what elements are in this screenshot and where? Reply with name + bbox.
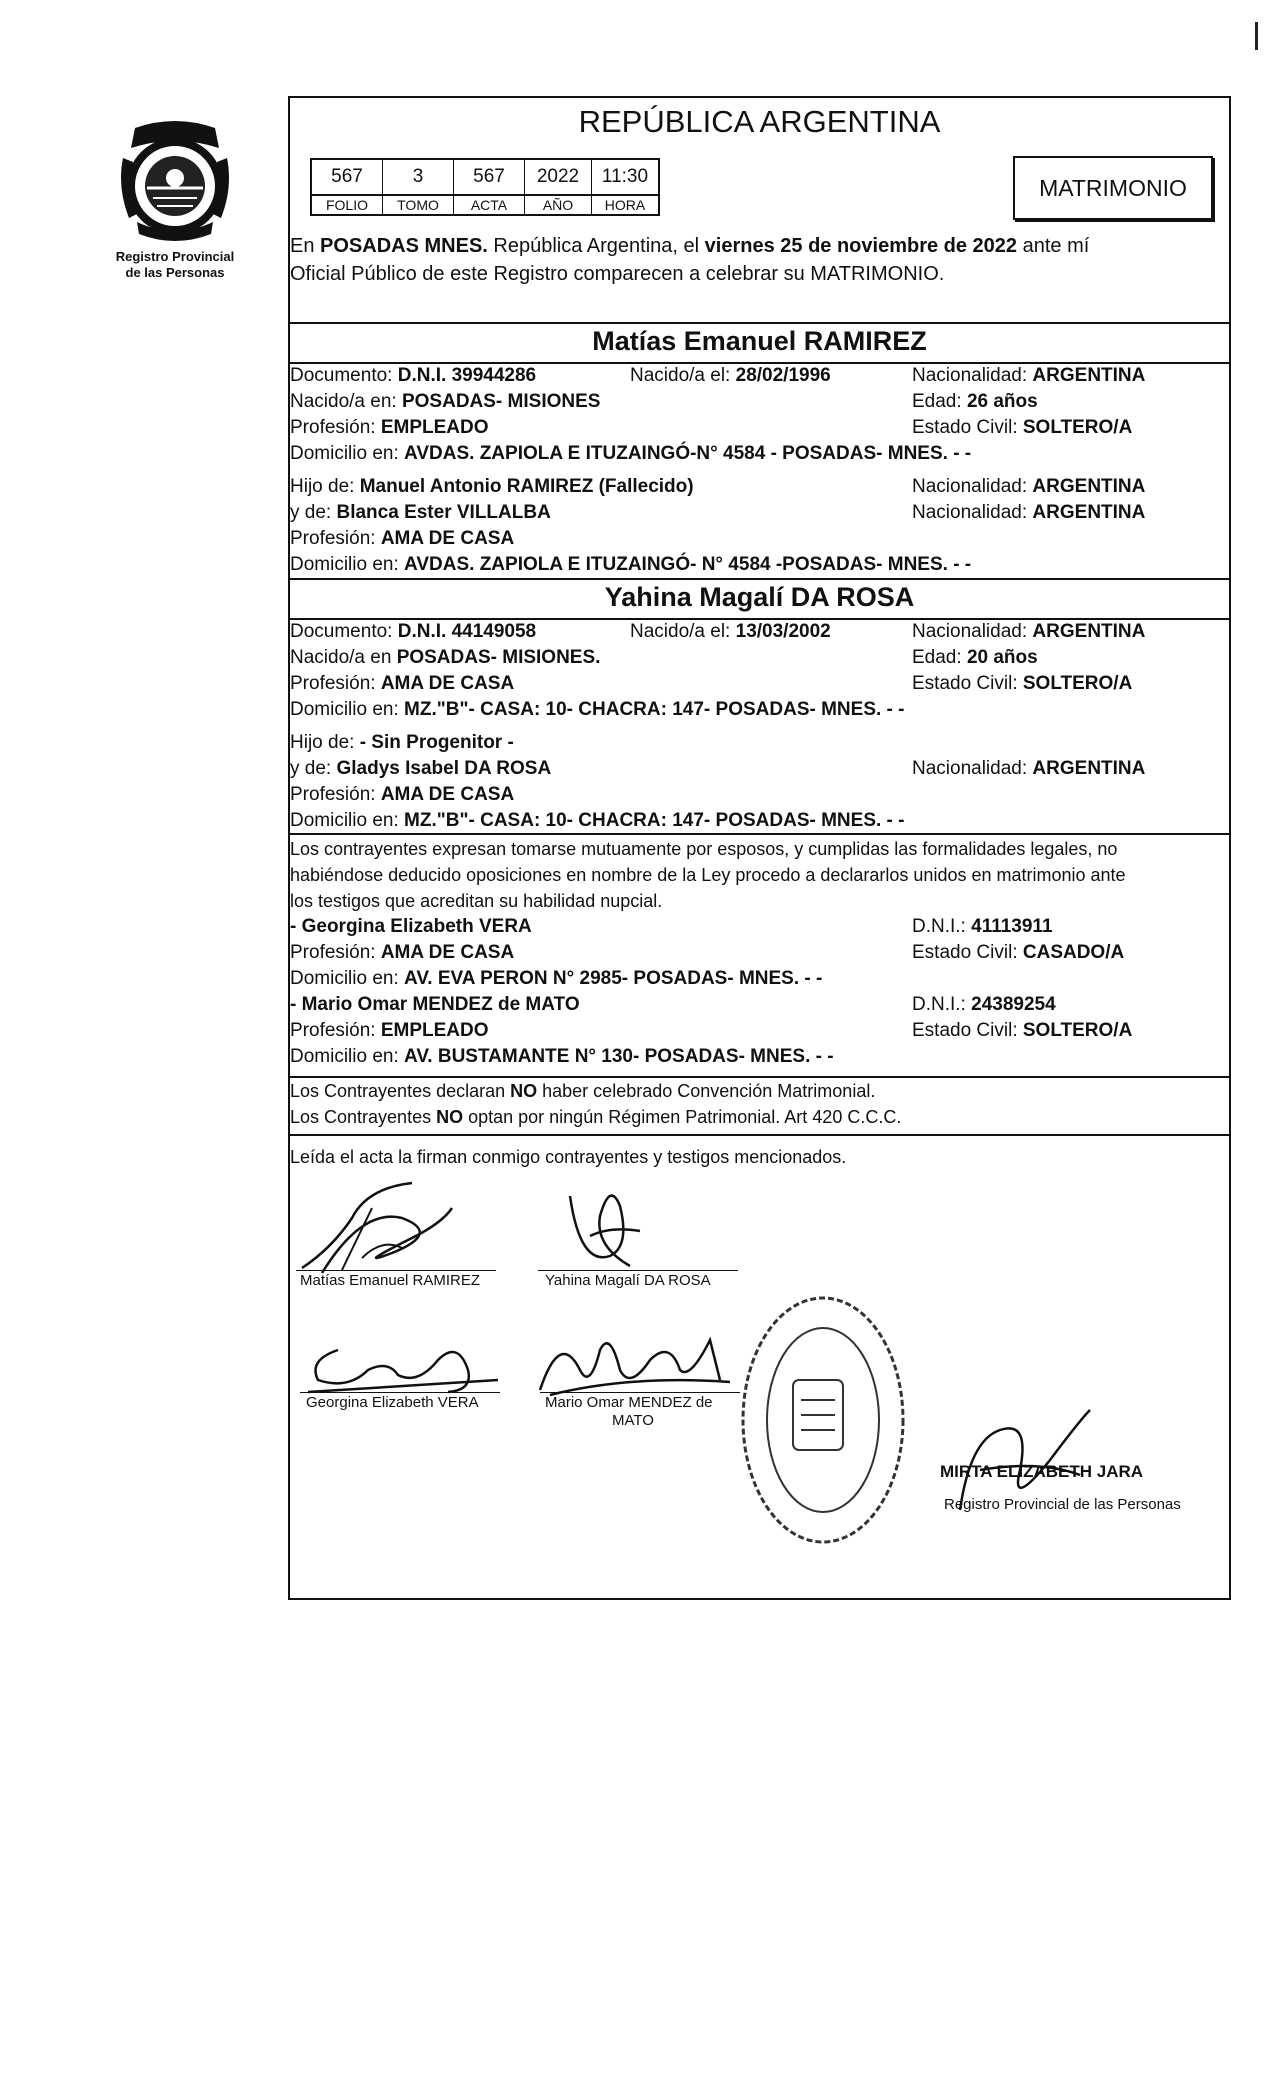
anio-label: AÑO (525, 195, 592, 215)
official-stamp-icon (735, 1290, 910, 1550)
divider (288, 1134, 1231, 1136)
person2-field: Hijo de: - Sin Progenitor - (290, 732, 514, 753)
person1-name: Matías Emanuel RAMIREZ (592, 326, 927, 356)
person2-field: Nacido/a el: 13/03/2002 (630, 621, 831, 642)
officer-title: Registro Provincial de las Personas (944, 1496, 1181, 1513)
hora-value: 11:30 (592, 159, 660, 195)
hora-label: HORA (592, 195, 660, 215)
person2-row (290, 756, 1226, 782)
witness-row (290, 966, 1226, 992)
person1-row (290, 474, 1226, 500)
witness-row (290, 992, 1226, 1018)
logo-caption-line1: Registro Provincial (115, 249, 235, 264)
witness-row (290, 1044, 1226, 1070)
person1-row (290, 441, 1226, 467)
declaration-text (290, 836, 1230, 914)
declaration-line3: los testigos que acreditan su habilidad nupcial. (290, 891, 663, 911)
person2-field: Documento: D.N.I. 44149058 (290, 621, 537, 642)
witness-field: Profesión: AMA DE CASA (290, 942, 515, 963)
person1-field: Nacido/a el: 28/02/1996 (630, 365, 831, 386)
witness-row (290, 1018, 1226, 1044)
signature-1-icon (292, 1178, 462, 1278)
person2-field: Profesión: AMA DE CASA (290, 784, 515, 805)
person2-row (290, 782, 1226, 808)
tomo-value: 3 (383, 159, 454, 195)
person2-row (290, 645, 1226, 671)
person2-name: Yahina Magalí DA ROSA (604, 582, 915, 612)
witness-field: Estado Civil: CASADO/A (912, 942, 1125, 963)
divider (288, 833, 1231, 835)
person1-row (290, 552, 1226, 578)
person2-field: Estado Civil: SOLTERO/A (912, 673, 1133, 694)
person2-row (290, 697, 1226, 723)
witness-field: Profesión: EMPLEADO (290, 1020, 489, 1041)
person2-row (290, 671, 1226, 697)
signature-3-caption: Georgina Elizabeth VERA (306, 1394, 479, 1411)
person1-field: Domicilio en: AVDAS. ZAPIOLA E ITUZAINGÓ-N° 4584 - POSADAS- MNES. - - (290, 443, 972, 464)
person1-field: Hijo de: Manuel Antonio RAMIREZ (Fallecido) (290, 476, 694, 497)
person1-field: Documento: D.N.I. 39944286 (290, 365, 537, 386)
witness-field: Domicilio en: AV. BUSTAMANTE N° 130- POSADAS- MNES. - - (290, 1046, 834, 1067)
margin-mark (1255, 22, 1258, 50)
signature-2-caption: Yahina Magalí DA ROSA (545, 1272, 711, 1289)
person2-row (290, 730, 1226, 756)
convention-line1: Los Contrayentes declaran NO haber celebrado Convención Matrimonial. (290, 1081, 876, 1101)
divider (288, 578, 1231, 580)
person1-field: Domicilio en: AVDAS. ZAPIOLA E ITUZAINGÓ- N° 4584 -POSADAS- MNES. - - (290, 554, 972, 575)
folio-label: FOLIO (311, 195, 383, 215)
acta-label: ACTA (454, 195, 525, 215)
registry-logo (105, 118, 245, 298)
person1-field: Profesión: EMPLEADO (290, 417, 489, 438)
person1-field: Nacionalidad: ARGENTINA (912, 365, 1146, 386)
witness-field: Estado Civil: SOLTERO/A (912, 1020, 1133, 1041)
signature-1-caption: Matías Emanuel RAMIREZ (300, 1272, 481, 1289)
divider (288, 322, 1231, 324)
person1-field: Nacido/a en: POSADAS- MISIONES (290, 391, 601, 412)
tomo-label: TOMO (383, 195, 454, 215)
convention-line2: Los Contrayentes NO optan por ningún Régimen Patrimonial. Art 420 C.C.C. (290, 1107, 902, 1127)
signature-4-caption-line2: MATO (612, 1412, 654, 1429)
witness-row (290, 940, 1226, 966)
person2-field: y de: Gladys Isabel DA ROSA (290, 758, 552, 779)
closing-text: Leída el acta la firman conmigo contrayentes y testigos mencionados. (290, 1147, 847, 1167)
person1-row (290, 500, 1226, 526)
convention-text (290, 1078, 1230, 1130)
person1-field: Nacionalidad: ARGENTINA (912, 476, 1146, 497)
signature-3-icon (298, 1330, 508, 1400)
signature-line (296, 1270, 496, 1271)
declaration-line2: habiéndose deducido oposiciones en nombre de la Ley procedo a declararlos unidos en matrimonio ante (290, 865, 1126, 885)
person2-row (290, 619, 1226, 645)
person1-field: Edad: 26 años (912, 391, 1038, 412)
witness-row (290, 914, 1226, 940)
signature-line (300, 1392, 500, 1393)
signature-2-icon (550, 1176, 660, 1276)
logo-caption-line2: de las Personas (125, 265, 225, 280)
intro-line1: En POSADAS MNES. República Argentina, el viernes 25 de noviembre de 2022 ante mí (290, 235, 1090, 257)
person1-row (290, 415, 1226, 441)
person2-field: Nacionalidad: ARGENTINA (912, 758, 1146, 779)
person1-row (290, 526, 1226, 552)
person2-field: Nacido/a en POSADAS- MISIONES. (290, 647, 601, 668)
signature-line (538, 1270, 738, 1271)
witness-field: D.N.I.: 41113911 (912, 916, 1053, 937)
person1-row (290, 389, 1226, 415)
person1-field: Nacionalidad: ARGENTINA (912, 502, 1146, 523)
page-title: REPÚBLICA ARGENTINA (578, 104, 941, 139)
officer-name: MIRTA ELIZABETH JARA (940, 1462, 1144, 1481)
acta-value: 567 (454, 159, 525, 195)
person1-field: Profesión: AMA DE CASA (290, 528, 515, 549)
person2-field: Edad: 20 años (912, 647, 1038, 668)
anio-value: 2022 (525, 159, 592, 195)
person1-row (290, 363, 1226, 389)
signature-line (540, 1392, 740, 1393)
intro-text (290, 232, 1230, 288)
person2-row (290, 808, 1226, 834)
document-type-badge: MATRIMONIO (1013, 156, 1213, 220)
registry-table (310, 158, 660, 216)
witness-field: - Georgina Elizabeth VERA (290, 916, 532, 937)
person2-field: Profesión: AMA DE CASA (290, 673, 515, 694)
person1-field: y de: Blanca Ester VILLALBA (290, 502, 551, 523)
person2-field: Nacionalidad: ARGENTINA (912, 621, 1146, 642)
witness-field: - Mario Omar MENDEZ de MATO (290, 994, 580, 1015)
folio-value: 567 (311, 159, 383, 195)
person2-field: Domicilio en: MZ."B"- CASA: 10- CHACRA: 147- POSADAS- MNES. - - (290, 810, 905, 831)
province-seal-icon (115, 118, 235, 248)
person1-field: Estado Civil: SOLTERO/A (912, 417, 1133, 438)
intro-line2: Oficial Público de este Registro comparecen a celebrar su MATRIMONIO. (290, 263, 945, 285)
person2-field: Domicilio en: MZ."B"- CASA: 10- CHACRA: 147- POSADAS- MNES. - - (290, 699, 905, 720)
signature-4-caption-line1: Mario Omar MENDEZ de (545, 1394, 713, 1411)
witness-field: D.N.I.: 24389254 (912, 994, 1056, 1015)
witness-field: Domicilio en: AV. EVA PERON N° 2985- POSADAS- MNES. - - (290, 968, 823, 989)
declaration-line1: Los contrayentes expresan tomarse mutuamente por esposos, y cumplidas las formalidades legales, no (290, 839, 1118, 859)
